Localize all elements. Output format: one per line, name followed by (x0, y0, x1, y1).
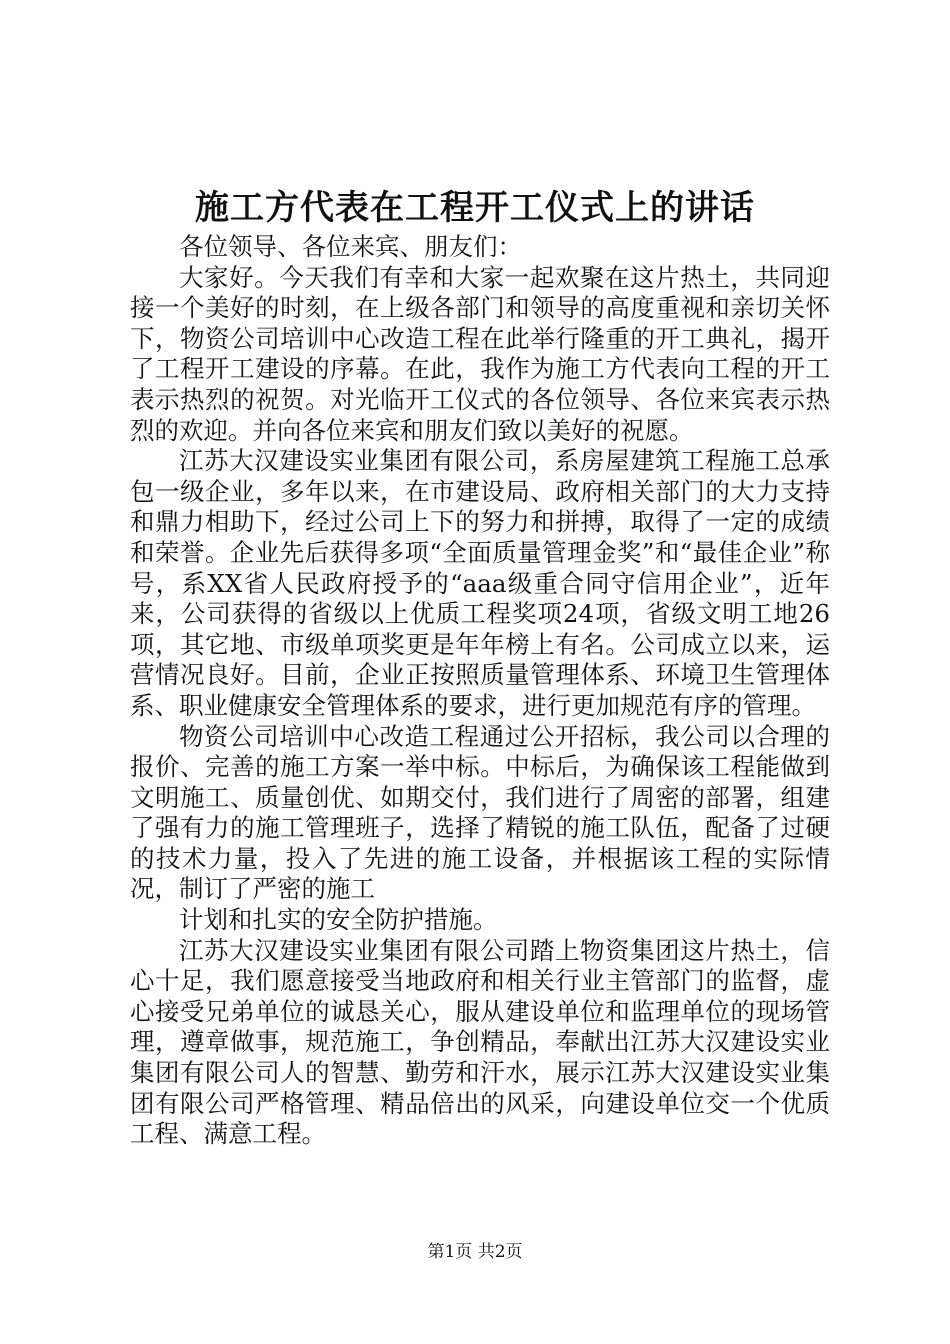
paragraph-salutation: 各位领导、各位来宾、朋友们： (179, 232, 522, 261)
paragraph-greeting: 大家好。今天我们有幸和大家一起欢聚在这片热土，共同迎接一个美好的时刻，在上级各部门和领导的高度重视和亲切关怀下，物资公司培训中心改造工程在此举行隆重的开工典礼，揭开了工程开工建设的序幕。在此，我作为施工方代表向工程的开工表示热烈的祝贺。对光临开工仪式的各位领导、各位来宾表示热烈的欢迎。并向各位来宾和朋友们致以美好的祝愿。 (130, 262, 830, 445)
paragraph-commitment: 江苏大汉建设实业集团有限公司踏上物资集团这片热土，信心十足，我们愿意接受当地政府和相关行业主管部门的监督，虚心接受兄弟单位的诚恳关心，服从建设单位和监理单位的现场管理，遵章做事，规范施工，争创精品，奉献出江苏大汉建设实业集团有限公司人的智慧、勤劳和汗水，展示江苏大汉建设实业集团有限公司严格管理、精品倍出的风采，向建设单位交一个优质工程、满意工程。 (130, 935, 830, 1149)
paragraph-bid-and-preparation: 物资公司培训中心改造工程通过公开招标，我公司以合理的报价、完善的施工方案一举中标。中标后，为确保该工程能做到文明施工、质量创优、如期交付，我们进行了周密的部署，组建了强有力的施工管理班子，选择了精锐的施工队伍，配备了过硬的技术力量，投入了先进的施工设备，并根据该工程的实际情况，制订了严密的施工 (130, 721, 830, 904)
document-title: 施工方代表在工程开工仪式上的讲话 (195, 188, 755, 228)
paragraph-safety-measures: 计划和扎实的安全防护措施。 (179, 905, 498, 935)
paragraph-company-intro: 江苏大汉建设实业集团有限公司，系房屋建筑工程施工总承包一级企业，多年以来，在市建设局、政府相关部门的大力支持和鼎力相助下，经过公司上下的努力和拼搏，取得了一定的成绩和荣誉。企业先后获得多项“全面质量管理金奖”和“最佳企业”称号，系XX省人民政府授予的“aaa级重合同守信用企业”，近年来，公司获得的省级以上优质工程奖项24项，省级文明工地26项，其它地、市级单项奖更是年年榜上有名。公司成立以来，运营情况良好。目前，企业正按照质量管理体系、环境卫生管理体系、职业健康安全管理体系的要求，进行更加规范有序的管理。 (130, 446, 830, 720)
document-body (130, 232, 830, 1150)
page-number-footer: 第1页 共2页 (427, 1242, 523, 1262)
